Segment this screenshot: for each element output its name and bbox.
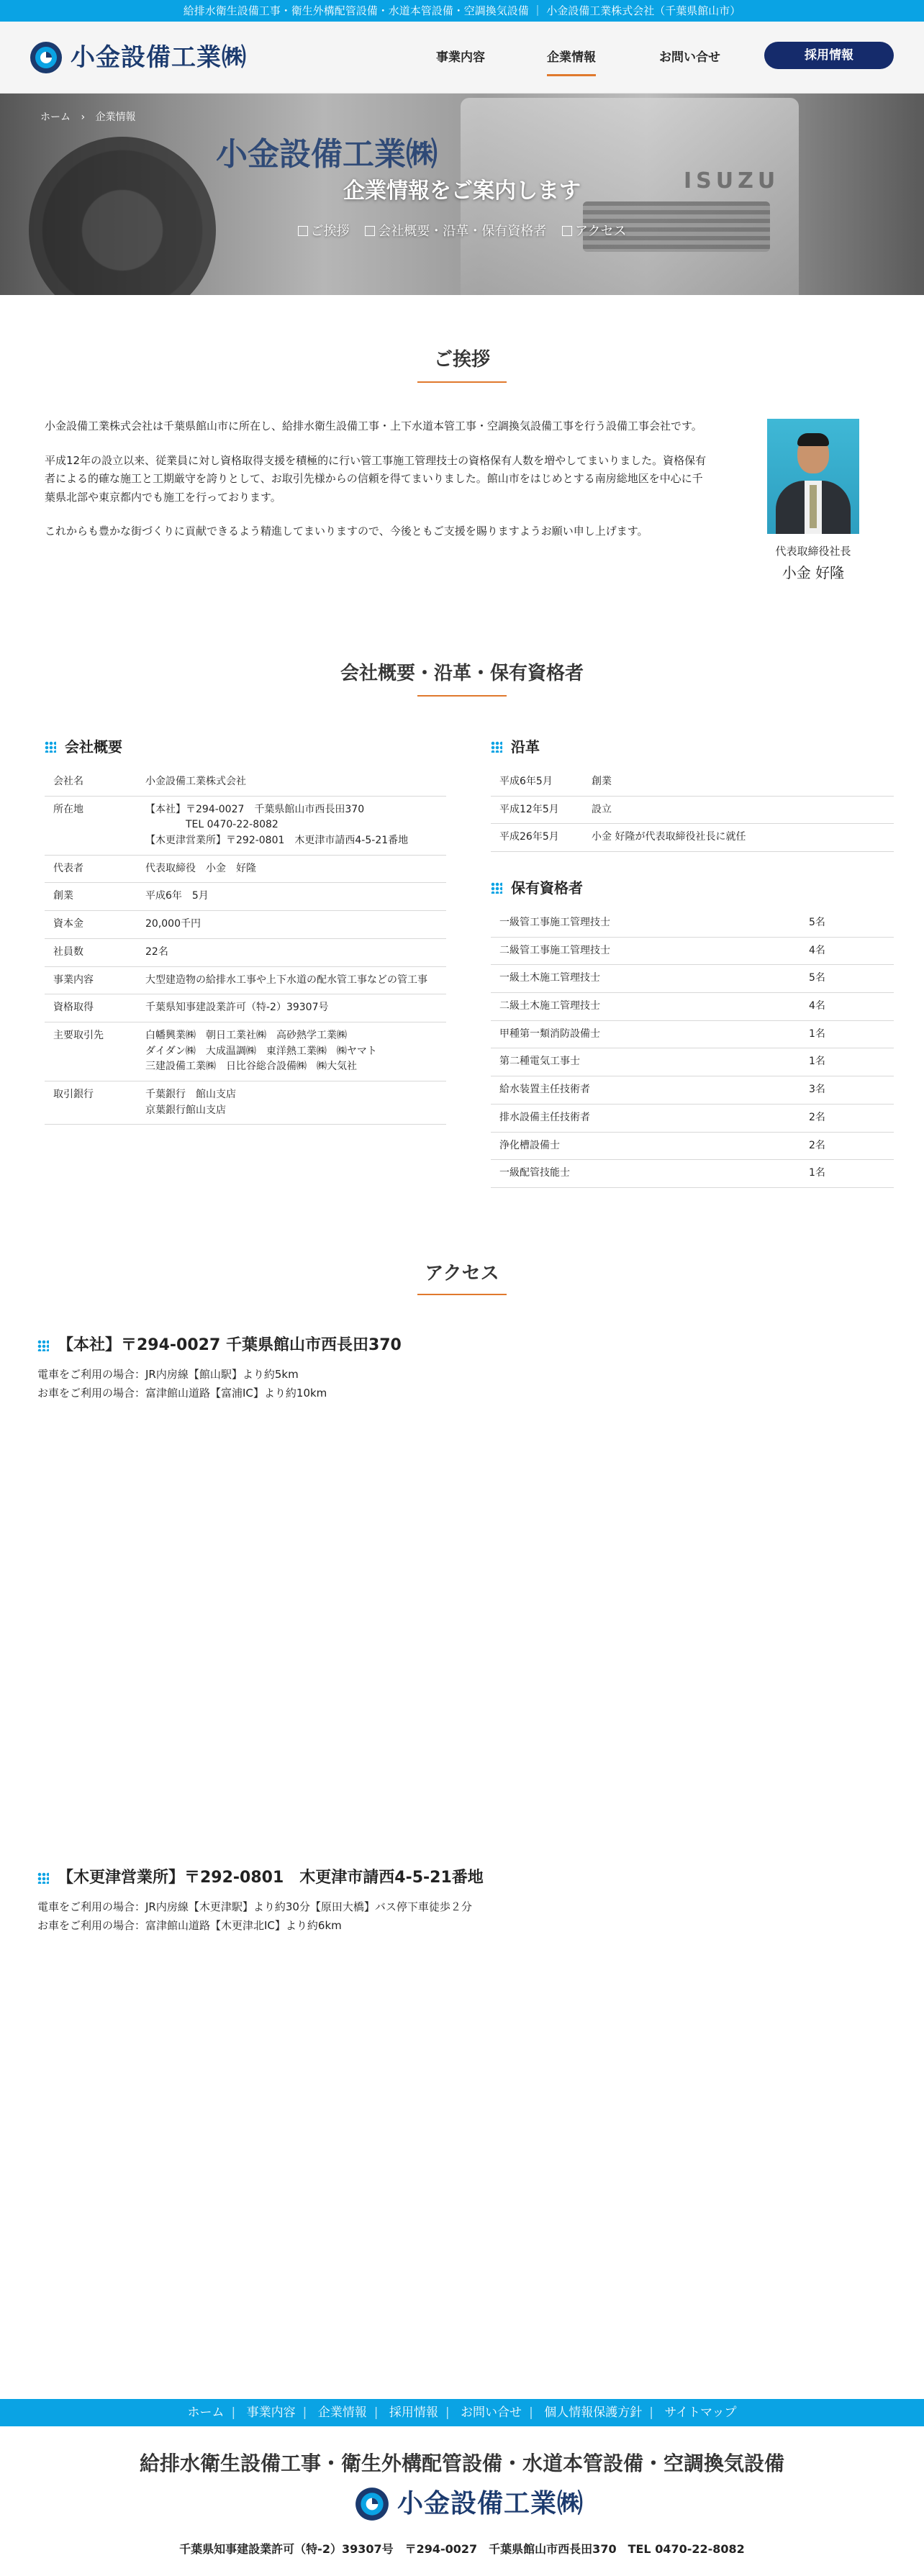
table-label-cell: 一級管工事施工管理技士 — [491, 910, 800, 937]
grid-dots-icon — [37, 1340, 49, 1351]
table-value-cell: 白幡興業㈱ 朝日工業社㈱ 高砂熱学工業㈱ ダイダン㈱ 大成温調㈱ 東洋熱工業㈱ ㈱ヤマト 三建設備工業㈱ 日比谷総合設備㈱ ㈱大気社 — [137, 1022, 446, 1081]
greeting-text — [45, 417, 707, 557]
table-value-cell: 3名 — [800, 1076, 894, 1105]
table-value-cell: 創業 — [583, 768, 894, 796]
table-row — [45, 1022, 446, 1081]
table-label-cell: 第二種電気工事士 — [491, 1048, 800, 1076]
table-row — [491, 1076, 894, 1105]
table-label-cell: 所在地 — [45, 796, 137, 855]
table-value-cell: 平成6年 5月 — [137, 883, 446, 911]
table-label-cell: 資本金 — [45, 911, 137, 939]
grid-dots-icon — [45, 741, 56, 753]
nav-business[interactable]: 事業内容 — [436, 50, 485, 65]
table-row — [491, 1132, 894, 1160]
greeting-title: ご挨拶 — [433, 349, 490, 371]
footer-link-recruit[interactable]: 採用情報 — [389, 2405, 438, 2420]
directions-line: お車をご利用の場合：富津館山道路【木更津北IC】より約6km — [37, 1918, 342, 1932]
nav-contact[interactable]: お問い合せ — [659, 50, 720, 65]
table-value-cell: 4名 — [800, 937, 894, 965]
table-label-cell: 事業内容 — [45, 966, 137, 994]
table-value-cell: 22名 — [137, 938, 446, 966]
table-label-cell: 平成6年5月 — [491, 768, 583, 796]
table-value-cell: 代表取締役 小金 好隆 — [137, 855, 446, 883]
grid-dots-icon — [491, 741, 502, 753]
honsha-directions — [37, 1366, 327, 1402]
footer-link-privacy[interactable]: 個人情報保護方針 — [544, 2405, 643, 2420]
table-label-cell: 会社名 — [45, 768, 137, 796]
history-heading: 沿革 — [491, 735, 540, 758]
footer-logo[interactable] — [354, 2484, 584, 2524]
table-label-cell: 甲種第一類消防設備士 — [491, 1020, 800, 1048]
table-label-cell: 取引銀行 — [45, 1081, 137, 1124]
logo-mark-icon — [354, 2486, 390, 2522]
footer-tagline: 給排水衛生設備工事・衛生外構配管設備・水道本管設備・空調換気設備 — [139, 2452, 784, 2475]
honsha-heading: 【本社】〒294-0027 千葉県館山市西長田370 — [37, 1333, 402, 1358]
footer-info: 千葉県知事建設業許可（特-2）39307号 〒294-0027 千葉県館山市西長田370 TEL 0470-22-8082 — [179, 2542, 745, 2556]
table-label-cell: 一級配管技能士 — [491, 1160, 800, 1188]
kisarazu-map[interactable] — [37, 1943, 887, 2389]
table-label-cell: 主要取引先 — [45, 1022, 137, 1081]
president-name: 小金 好隆 — [782, 564, 845, 581]
logo-mark-icon — [29, 40, 63, 75]
table-value-cell: 設立 — [583, 796, 894, 824]
checkbox-icon — [298, 226, 308, 236]
kisarazu-heading: 【木更津営業所】〒292-0801 木更津市請西4-5-21番地 — [37, 1865, 484, 1890]
table-value-cell: 大型建造物の給排水工事や上下水道の配水管工事などの管工事 — [137, 966, 446, 994]
table-value-cell: 5名 — [800, 910, 894, 937]
qualifications-heading: 保有資格者 — [491, 876, 583, 899]
table-label-cell: 一級土木施工管理技士 — [491, 965, 800, 993]
footer-link-home[interactable]: ホーム — [187, 2405, 225, 2420]
hero-banner — [0, 94, 924, 295]
table-label-cell: 二級土木施工管理技士 — [491, 993, 800, 1021]
table-row — [491, 796, 894, 824]
site-header — [0, 22, 924, 94]
greeting-title-underline — [417, 381, 507, 383]
footer-link-company[interactable]: 企業情報 — [317, 2405, 367, 2420]
table-row — [45, 994, 446, 1022]
table-label-cell: 社員数 — [45, 938, 137, 966]
logo-text: 小金設備工業㈱ — [71, 42, 247, 72]
table-label-cell: 浄化槽設備士 — [491, 1132, 800, 1160]
grid-dots-icon — [491, 882, 502, 894]
breadcrumb-current: 企業情報 — [95, 112, 136, 123]
site-logo[interactable] — [29, 33, 247, 82]
table-value-cell: 2名 — [800, 1132, 894, 1160]
table-value-cell: 小金設備工業株式会社 — [137, 768, 446, 796]
directions-line: 電車をご利用の場合：JR内房線【木更津駅】より約30分【原田大橋】バス停下車徒歩２分 — [37, 1900, 472, 1913]
honsha-map[interactable] — [37, 1410, 887, 1856]
greeting-paragraph: 小金設備工業株式会社は千葉県館山市に所在し、給排水衛生設備工事・上下水道本管工事・空調換気設備工事を行う設備工事会社です。 — [45, 419, 702, 432]
table-label-cell: 平成12年5月 — [491, 796, 583, 824]
table-value-cell: 1名 — [800, 1020, 894, 1048]
footer-nav: ホーム | 事業内容 | 企業情報 | 採用情報 | お問い合せ | 個人情報保護方針 | サイトマップ — [0, 2399, 924, 2426]
table-label-cell: 給水装置主任技術者 — [491, 1076, 800, 1105]
breadcrumb — [40, 109, 136, 125]
hero-tire-image — [29, 137, 216, 295]
president-role: 代表取締役社長 — [775, 545, 851, 558]
table-row — [491, 965, 894, 993]
access-title: アクセス — [425, 1263, 499, 1284]
top-bar-text: 給排水衛生設備工事・衛生外構配管設備・水道本管設備・空調換気設備 ｜ 小金設備工業株式会社（千葉県館山市） — [183, 4, 741, 17]
table-label-cell: 平成26年5月 — [491, 824, 583, 852]
table-value-cell: 5名 — [800, 965, 894, 993]
kisarazu-directions — [37, 1898, 472, 1935]
table-row — [45, 855, 446, 883]
table-row — [45, 796, 446, 855]
history-table — [491, 768, 894, 852]
overview-table — [45, 768, 446, 1125]
table-row — [491, 1048, 894, 1076]
chevron-right-icon: › — [81, 112, 86, 123]
top-bar — [0, 0, 924, 22]
table-label-cell: 資格取得 — [45, 994, 137, 1022]
hero-truck-brand: ISUZU — [684, 168, 780, 194]
table-value-cell: 千葉銀行 館山支店 京葉銀行館山支店 — [137, 1081, 446, 1124]
table-value-cell: 4名 — [800, 993, 894, 1021]
page-title: 企業情報をご案内します — [343, 178, 581, 204]
table-value-cell: 20,000千円 — [137, 911, 446, 939]
table-row — [491, 1160, 894, 1188]
anchor-greeting[interactable]: ご挨拶 — [298, 224, 350, 239]
table-row — [45, 1081, 446, 1124]
nav-company[interactable]: 企業情報 — [547, 39, 596, 76]
president-photo — [767, 419, 859, 534]
table-row — [491, 824, 894, 852]
table-row — [491, 1104, 894, 1132]
hero-truck-sign: 小金設備工業㈱ — [216, 136, 438, 173]
table-row — [491, 1020, 894, 1048]
anchor-access[interactable]: アクセス — [562, 224, 626, 239]
greeting-paragraph: これからも豊かな街づくりに貢献できるよう精進してまいりますので、今後ともご支援を賜りますようお願い申し上げます。 — [45, 525, 648, 538]
breadcrumb-home[interactable]: ホーム — [40, 112, 71, 123]
company-title: 会社概要・沿革・保有資格者 — [340, 663, 584, 684]
table-row — [491, 993, 894, 1021]
table-row — [491, 768, 894, 796]
table-label-cell: 代表者 — [45, 855, 137, 883]
overview-heading: 会社概要 — [45, 735, 122, 758]
table-row — [45, 966, 446, 994]
table-row — [491, 910, 894, 937]
table-value-cell: 2名 — [800, 1104, 894, 1132]
footer-link-sitemap[interactable]: サイトマップ — [664, 2405, 737, 2420]
table-row — [45, 911, 446, 939]
table-row — [45, 883, 446, 911]
table-value-cell: 【本社】〒294-0027 千葉県館山市西長田370 TEL 0470-22-8082 【木更津営業所】〒292-0801 木更津市請西4-5-21番地 — [137, 796, 446, 855]
grid-dots-icon — [37, 1872, 49, 1884]
qualifications-table — [491, 910, 894, 1188]
table-label-cell: 排水設備主任技術者 — [491, 1104, 800, 1132]
directions-line: 電車をご利用の場合：JR内房線【館山駅】より約5km — [37, 1368, 299, 1381]
anchor-links — [0, 222, 924, 242]
directions-line: お車をご利用の場合：富津館山道路【富浦IC】より約10km — [37, 1386, 327, 1400]
table-value-cell: 1名 — [800, 1160, 894, 1188]
checkbox-icon — [562, 226, 572, 236]
table-value-cell: 1名 — [800, 1048, 894, 1076]
table-row — [45, 938, 446, 966]
footer-link-business[interactable]: 事業内容 — [246, 2405, 296, 2420]
table-value-cell: 小金 好隆が代表取締役社長に就任 — [583, 824, 894, 852]
table-label-cell: 二級管工事施工管理技士 — [491, 937, 800, 965]
table-value-cell: 千葉県知事建設業許可（特-2）39307号 — [137, 994, 446, 1022]
anchor-company[interactable]: 会社概要・沿革・保有資格者 — [365, 224, 546, 239]
table-row — [491, 937, 894, 965]
table-row — [45, 768, 446, 796]
recruit-button[interactable]: 採用情報 — [764, 42, 894, 69]
table-label-cell: 創業 — [45, 883, 137, 911]
access-title-underline — [417, 1294, 507, 1295]
company-title-underline — [417, 695, 507, 697]
greeting-paragraph: 平成12年の設立以来、従業員に対し資格取得支援を積極的に行い管工事施工管理技士の資格保有人数を増やしてまいりました。資格保有者による的確な施工と工期厳守を誇りとして、お取引先様からの信頼を得てまいりました。館山市をはじめとする南房総地区を中心に千葉県北部や東京都内でも施工を行っております。 — [45, 453, 707, 504]
footer-link-contact[interactable]: お問い合せ — [461, 2405, 522, 2420]
footer-logo-text: 小金設備工業㈱ — [397, 2488, 584, 2519]
checkbox-icon — [365, 226, 375, 236]
